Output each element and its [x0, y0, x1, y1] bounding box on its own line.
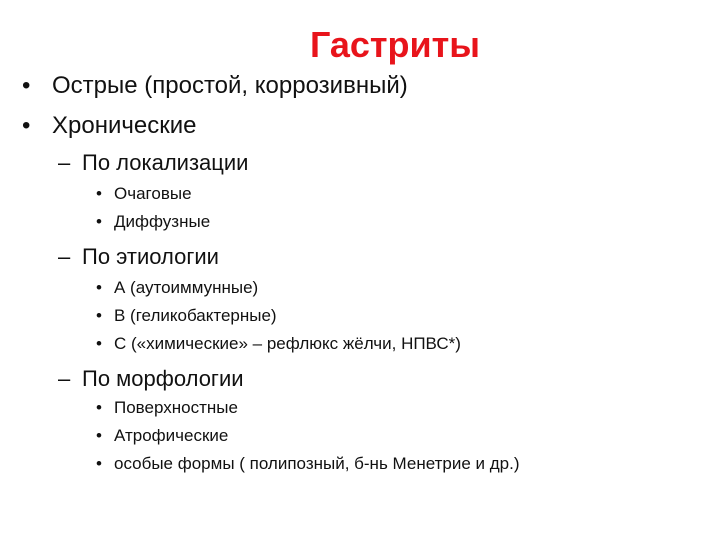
- dash-icon: –: [58, 244, 71, 269]
- bullet-icon: •: [96, 184, 102, 203]
- list-item-text: Атрофические: [114, 426, 229, 445]
- slide-title: [0, 24, 720, 66]
- list-item: [22, 72, 408, 100]
- list-item-text: В (геликобактерные): [114, 306, 277, 325]
- bullet-icon: •: [22, 72, 31, 99]
- bullet-icon: •: [96, 398, 102, 417]
- list-item-text: А (аутоиммунные): [114, 278, 259, 297]
- list-item: [96, 184, 192, 204]
- bullet-icon: •: [96, 426, 102, 445]
- list-item: [58, 150, 248, 176]
- list-item: [22, 112, 196, 140]
- list-item-text: Хронические: [52, 112, 197, 139]
- list-item: [58, 366, 244, 392]
- bullet-icon: •: [96, 306, 102, 325]
- list-item: [96, 306, 277, 326]
- dash-icon: –: [58, 366, 71, 391]
- list-item: [96, 212, 210, 232]
- bullet-icon: •: [96, 334, 102, 353]
- list-item-text: По локализации: [82, 150, 249, 175]
- list-item: [58, 244, 219, 270]
- bullet-icon: •: [96, 278, 102, 297]
- list-item: [96, 454, 520, 474]
- list-item-text: По этиологии: [82, 244, 219, 269]
- slide-title-text: Гастриты: [309, 24, 481, 65]
- list-item-text: Диффузные: [114, 212, 211, 231]
- list-item-text: Острые (простой, коррозивный): [52, 72, 408, 99]
- list-item: [96, 398, 238, 418]
- bullet-icon: •: [22, 112, 31, 139]
- list-item: [96, 426, 228, 446]
- list-item-text: особые формы ( полипозный, б-нь Менетрие и др.): [114, 454, 520, 473]
- list-item-text: Поверхностные: [114, 398, 238, 417]
- list-item-text: С («химические» – рефлюкс жёлчи, НПВС*): [114, 334, 461, 353]
- list-item-text: По морфологии: [82, 366, 244, 391]
- list-item: [96, 334, 461, 354]
- list-item-text: Очаговые: [114, 184, 192, 203]
- bullet-icon: •: [96, 212, 102, 231]
- list-item: [96, 278, 258, 298]
- dash-icon: –: [58, 150, 71, 175]
- bullet-icon: •: [96, 454, 102, 473]
